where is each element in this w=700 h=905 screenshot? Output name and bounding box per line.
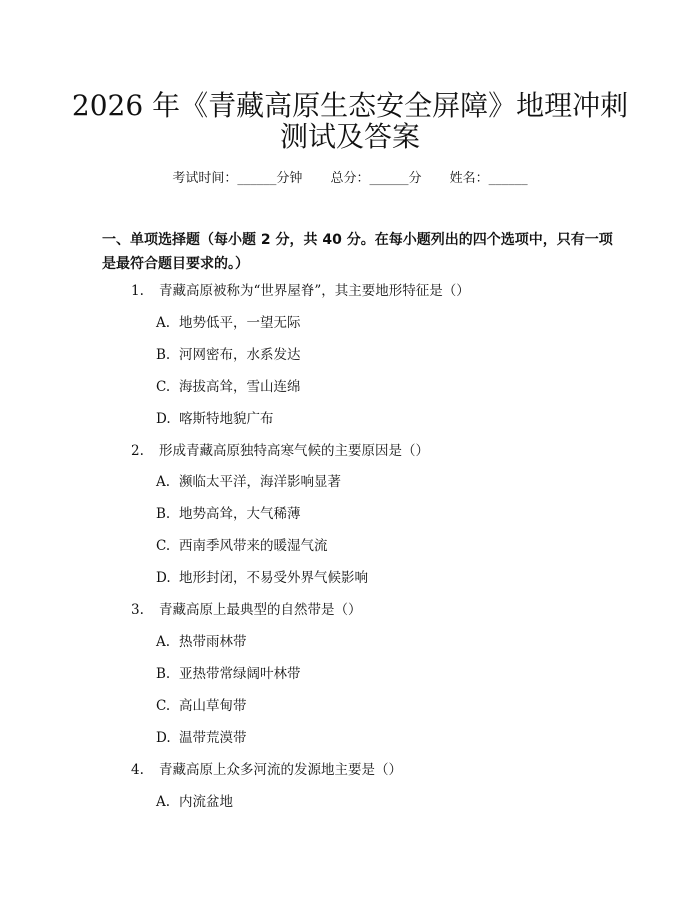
section-heading-line1: 一、单项选择题（每小题 2 分，共 40 分。在每小题列出的四个选项中，只有一项 [102,232,613,248]
question-stem: 青藏高原上众多河流的发源地主要是（） [159,762,402,778]
question-number: 4. [131,762,144,778]
question-number: 2. [131,443,144,459]
section-heading [102,228,613,276]
option-text: 内流盆地 [179,794,233,810]
option-letter: D. [156,411,171,427]
section-heading-line2: 是最符合题目要求的。） [102,256,249,272]
option-letter: D. [156,730,171,746]
option-text: 地势低平，一望无际 [179,315,301,331]
option-text: 河网密布，水系发达 [179,347,301,363]
option-letter: A. [156,315,171,331]
option-letter: C. [156,538,171,554]
option-letter: A. [156,634,171,650]
question-number: 3. [131,602,144,618]
question-stem: 青藏高原被称为“世界屋脊”，其主要地形特征是（） [159,283,470,299]
option-letter: A. [156,794,171,810]
question-number: 1. [131,283,144,299]
exam-title-line2: 测试及答案 [279,120,420,153]
option-letter: B. [156,506,171,522]
student-name-field: 姓名：______ [449,171,528,186]
option-letter: D. [156,570,171,586]
option-letter: B. [156,666,171,682]
exam-time-field: 考试时间：______分钟 [172,171,303,186]
total-score-field: 总分：______分 [330,171,422,186]
option-text: 热带雨林带 [179,634,247,650]
option-letter: A. [156,474,171,490]
option-letter: B. [156,347,171,363]
exam-title-line1: 2026 年《青藏高原生态安全屏障》地理冲刺 [71,89,629,122]
option-text: 亚热带常绿阔叶林带 [179,666,301,682]
question-stem: 青藏高原上最典型的自然带是（） [159,602,362,618]
option-text: 温带荒漠带 [179,730,247,746]
option-text: 喀斯特地貌广布 [179,411,274,427]
option-letter: C. [156,379,171,395]
option-text: 地形封闭，不易受外界气候影响 [179,570,368,586]
exam-meta [0,170,700,188]
option-letter: C. [156,698,171,714]
option-text: 海拔高耸，雪山连绵 [179,379,301,395]
option-text: 西南季风带来的暖湿气流 [179,538,328,554]
option-text: 高山草甸带 [179,698,247,714]
question-stem: 形成青藏高原独特高寒气候的主要原因是（） [159,443,429,459]
option-text: 濒临太平洋，海洋影响显著 [179,474,341,490]
option-text: 地势高耸，大气稀薄 [179,506,301,522]
